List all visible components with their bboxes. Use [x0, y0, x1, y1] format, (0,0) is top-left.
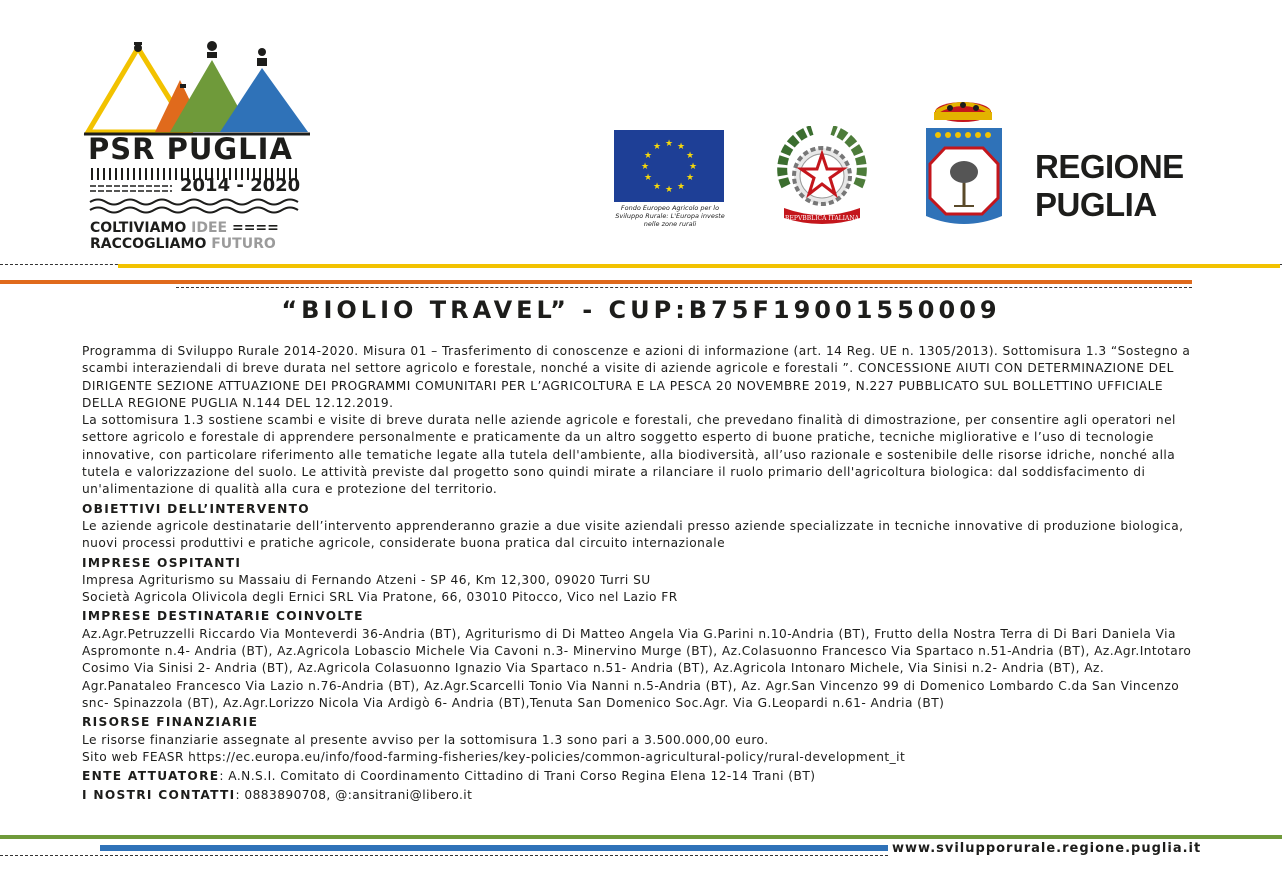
objectives-heading: OBIETTIVI DELL’INTERVENTO — [82, 501, 310, 516]
intro-paragraph-2: La sottomisura 1.3 sostiene scambi e visite di breve durata nelle aziende agricole e forestali, che prevedano finalità di dimostrazione, per consentire agli operatori nel settore agricolo e forestale di apprendere personalmente e praticamente da un altro soggetto esperto di buone pratiche, tecniche migliorative e l’uso di tecnologie innovative, con particolare riferimento alle tematiche legate alla tutela dell'ambiente, alla biodiversità, all’uso razionale e sostenibile delle risorse idriche, nonché alla tutela e valorizzazione del suolo. Le attività previste dal progetto sono quindi mirate a rilanciare il ruolo primario dell'agricoltura biologica: dal soddisfacimento di un'alimentazione di qualità alla cura e protezione del territorio. — [82, 413, 1176, 497]
svg-text:★: ★ — [688, 162, 698, 172]
psr-tag2-b: FUTURO — [211, 236, 276, 252]
dashed-line-bottom — [0, 855, 888, 856]
svg-text:★: ★ — [676, 182, 686, 192]
psr-tag2-a: RACCOGLIAMO — [90, 236, 212, 252]
document-body — [82, 343, 1194, 805]
svg-text:★: ★ — [640, 162, 650, 172]
svg-text:★: ★ — [652, 182, 662, 192]
svg-text:★: ★ — [643, 151, 653, 161]
psr-tag1-b: IDEE — [191, 220, 228, 236]
website-link[interactable]: www.svilupporurale.regione.puglia.it — [892, 841, 1202, 856]
contacts-line — [82, 787, 1194, 804]
trulli-icon — [80, 38, 315, 138]
dash-decoration: ==== — [231, 220, 279, 236]
objectives-text: Le aziende agricole destinatarie dell’intervento apprenderanno grazie a due visite aziendali presso aziende specializzate in tecniche innovative di produzione biologica, nuovi processi produttivi e pratiche agricole, considerate buona pratica dal circuito internazionale — [82, 518, 1184, 551]
host-line-1: Impresa Agriturismo su Massaiu di Fernando Atzeni - SP 46, Km 12,300, 09020 Turri SU — [82, 572, 651, 587]
svg-text:★: ★ — [652, 142, 662, 152]
regione-puglia-wordmark — [1035, 148, 1184, 224]
dashed-line-mid — [176, 287, 1192, 288]
host-line-2: Società Agricola Olivicola degli Ernici SRL Via Pratone, 66, 03010 Pitocco, Vico nel Lazio FR — [82, 590, 678, 605]
intro-paragraph-1: Programma di Sviluppo Rurale 2014-2020. Misura 01 – Trasferimento di conoscenze e azioni di informazione (art. 14 Reg. UE n. 1305/2013). Sottomisura 1.3 “Sostegno a scambi interaziendali di breve durata nel settore agricolo e forestale, nonché a visite di aziende agricole e forestali ”. CONCESSIONE AIUTI CON DETERMINAZIONE DEL DIRIGENTE SEZIONE ATTUAZIONE DEI PROGRAMMI COMUNITARI PER L’AGRICOLTURA E LA PESCA 20 NOVEMBRE 2019, N.227 PUBBLICATO SUL BOLLETTINO UFFICIALE DELLA REGIONE PUGLIA N.144 DEL 12.12.2019. — [82, 344, 1191, 410]
psr-tag1-a: COLTIVIAMO — [90, 220, 192, 236]
resources-line-1: Le risorse finanziarie assegnate al presente avviso per la sottomisura 1.3 sono pari a 3.500.000,00 euro. — [82, 732, 769, 747]
involved-heading: IMPRESE DESTINATARIE COINVOLTE — [82, 609, 364, 624]
region-line-1: REGIONE — [1035, 148, 1184, 185]
psr-puglia-logo — [80, 38, 315, 253]
eu-flag-icon — [614, 130, 724, 202]
entity-line — [82, 768, 1194, 785]
eu-logo — [612, 130, 732, 235]
svg-text:★: ★ — [664, 185, 674, 195]
italian-republic-emblem — [772, 126, 872, 231]
emblem-ribbon-text: REPVBBLICA ITALIANA — [785, 215, 859, 222]
svg-text:★: ★ — [664, 139, 674, 149]
eu-caption: Fondo Europeo Agricolo per lo Sviluppo Rurale: L'Europa investe nelle zone rurali — [615, 204, 725, 228]
svg-text:★: ★ — [685, 151, 695, 161]
contacts-label: I NOSTRI CONTATTI — [82, 788, 236, 803]
resources-heading: RISORSE FINANZIARIE — [82, 715, 259, 730]
psr-tagline-2 — [90, 236, 276, 252]
involved-text: Az.Agr.Petruzzelli Riccardo Via Monteverdi 36-Andria (BT), Agriturismo di Di Matteo Angela Via G.Parini n.10-Andria (BT), Frutto della Nostra Terra di Di Bari Daniela Via Aspromonte n.4- Andria (BT), Az.Agricola Lobascio Michele Via Cavoni n.3- Minervino Murge (BT), Az.Colasuonno Francesco Via Spartaco n.51-Andria (BT), Az.Agr.Intotaro Cosimo Via Sinisi 2- Andria (BT), Az.Agricola Colasuonno Ignazio Via Spartaco n.51- Andria (BT), Az.Agricola Intonaro Michele, Via Sinisi n.2- Andria (BT), Az. Agr.Panataleo Francesco Via Lazio n.76-Andria (BT), Az.Agr.Scarcelli Tonio Via Nanni n.5-Andria (BT), Az. Agr.San Vincenzo 99 di Domenico Lombardo C.da San Vincenzo snc- Spinazzola (BT), Az.Agr.Lorizzo Nicola Via Ardigò 6- Andria (BT),Tenuta San Domenico Soc.Agr. Via G.Leopardi n.61- Andria (BT) — [82, 626, 1192, 710]
svg-text:★: ★ — [676, 142, 686, 152]
psr-years: 2014 - 2020 — [180, 175, 301, 196]
region-line-2: PUGLIA — [1035, 186, 1157, 223]
resources-line-2: Sito web FEASR https://ec.europa.eu/info/food-farming-fisheries/key-policies/common-agricultural-policy/rural-development_it — [82, 749, 906, 764]
page-title: “BIOLIO TRAVEL” - CUP:B75F19001550009 — [281, 296, 1001, 324]
entity-value: : A.N.S.I. Comitato di Coordinamento Cittadino di Trani Corso Regina Elena 12-14 Trani (BT) — [219, 769, 816, 784]
contacts-value[interactable]: : 0883890708, @:ansitrani@libero.it — [235, 788, 473, 803]
yellow-bar — [118, 264, 1280, 268]
psr-tagline-1 — [90, 220, 279, 236]
hosts-heading: IMPRESE OSPITANTI — [82, 555, 242, 570]
orange-bar — [0, 280, 1192, 284]
blue-bar — [100, 845, 888, 851]
svg-text:★: ★ — [685, 173, 695, 183]
green-bar — [0, 835, 1282, 839]
psr-title: PSR PUGLIA — [88, 132, 293, 166]
regione-puglia-shield — [920, 98, 1010, 238]
svg-text:★: ★ — [643, 173, 653, 183]
emblem-icon — [772, 126, 872, 231]
entity-label: ENTE ATTUATORE — [82, 769, 220, 784]
region-shield-icon — [920, 98, 1010, 238]
